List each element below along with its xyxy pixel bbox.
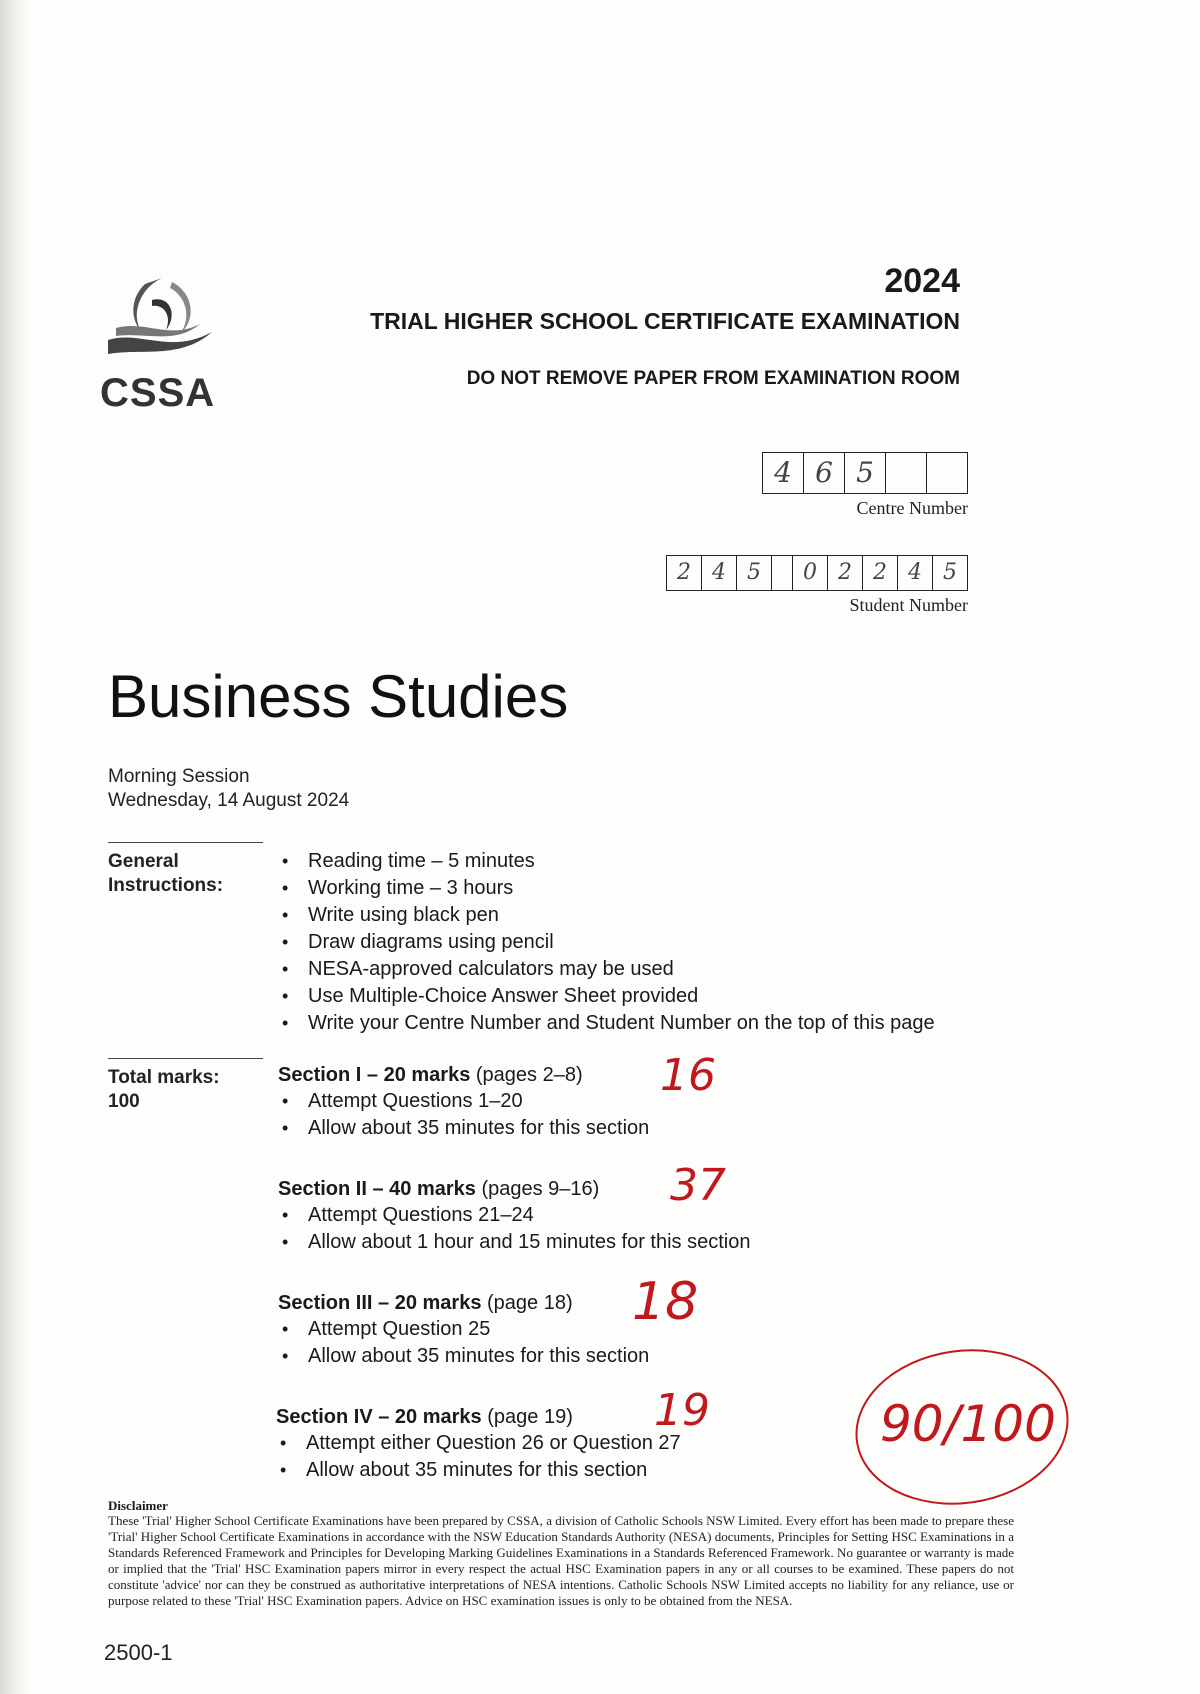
digit-box[interactable] — [772, 556, 792, 590]
handwritten-mark-section1: 16 — [660, 1050, 716, 1101]
section-items — [276, 1430, 681, 1484]
scan-edge — [0, 0, 30, 1694]
heading-line: Total marks: — [108, 1067, 220, 1088]
section-pages: (pages 9–16) — [481, 1178, 600, 1200]
list-item: • Allow about 35 minutes for this section — [278, 1343, 649, 1370]
heading-line: Instructions: — [108, 875, 224, 896]
general-instructions-heading — [108, 850, 223, 898]
section-pages: (page 19) — [487, 1406, 573, 1428]
digit-box[interactable]: 5 — [943, 560, 957, 585]
section-pages: (page 18) — [487, 1292, 573, 1314]
digit-box[interactable]: 5 — [845, 453, 886, 493]
digit-box[interactable]: 2 — [828, 556, 863, 590]
section-items — [278, 1316, 649, 1370]
list-item: • Write using black pen — [278, 902, 935, 929]
digit-box[interactable]: 2 — [863, 556, 898, 590]
list-item: • Working time – 3 hours — [278, 875, 935, 902]
section-1 — [278, 1062, 649, 1142]
leaf-logo-icon — [100, 270, 220, 370]
list-item: • Write your Centre Number and Student Number on the top of this page — [278, 1010, 935, 1037]
list-item: • Allow about 35 minutes for this section — [278, 1115, 649, 1142]
handwritten-mark-section2: 37 — [670, 1160, 726, 1211]
list-item: • Allow about 1 hour and 15 minutes for this section — [278, 1229, 750, 1256]
list-item: • Attempt either Question 26 or Question 27 — [276, 1430, 681, 1457]
digit-box[interactable] — [927, 453, 967, 493]
centre-number-boxes[interactable] — [762, 452, 968, 494]
section-heading: Section IV – 20 marks — [276, 1406, 482, 1428]
list-item: • Draw diagrams using pencil — [278, 929, 935, 956]
list-item: • Attempt Questions 21–24 — [278, 1202, 750, 1229]
digit-box[interactable]: 0 — [792, 556, 828, 590]
total-marks-value: 100 — [108, 1091, 140, 1112]
student-number-block — [666, 555, 968, 616]
logo-text: CSSA — [100, 371, 216, 415]
section-title — [278, 1290, 649, 1316]
exam-year: 2024 — [884, 262, 960, 300]
cssa-logo — [100, 270, 240, 416]
student-number-label: Student Number — [849, 595, 968, 615]
divider — [108, 842, 263, 843]
disclaimer-title: Disclaimer — [108, 1498, 168, 1513]
digit-box[interactable]: 6 — [804, 453, 845, 493]
total-marks-heading — [108, 1066, 220, 1114]
section-heading: Section III – 20 marks — [278, 1292, 482, 1314]
handwritten-total-score: 90/100 — [880, 1395, 1056, 1453]
section-4 — [276, 1404, 681, 1484]
list-item: • Reading time – 5 minutes — [278, 848, 935, 875]
digit-box[interactable]: 4 — [702, 556, 737, 590]
list-item: • NESA-approved calculators may be used — [278, 956, 935, 983]
handwritten-mark-section4: 19 — [654, 1385, 710, 1436]
general-instructions-list — [278, 848, 935, 1037]
subject-title: Business Studies — [108, 663, 569, 730]
list-item: • Allow about 35 minutes for this section — [276, 1457, 681, 1484]
disclaimer-text: These 'Trial' Higher School Certificate Examinations have been prepared by CSSA, a division of Catholic Schools NSW Limited. Every effort has been made to prepare these 'Trial' Higher School Certificate Examinations in accordance with the NSW Education Standards Authority (NESA) documents, Principles for Setting HSC Examinations in a Standards Referenced Framework and Principles for Developing Marking Guidelines Examinations in a Standards Referenced Framework. No guarantee or warranty is made or implied that the 'Trial' HSC Examination papers mirror in every respect the actual HSC Examination papers in any or all courses to be examined. These papers do not constitute 'advice' nor can they be construed as authoritative interpretations of NESA intentions. Catholic Schools NSW Limited accepts no liability for any reliance, use or purpose related to these 'Trial' HSC Examination papers. Advice on HSC examination issues is only to be obtained from the NESA. — [108, 1513, 1014, 1608]
session-line: Morning Session — [108, 766, 250, 787]
section-items — [278, 1088, 649, 1142]
student-number-boxes[interactable] — [666, 555, 968, 591]
paper-code: 2500-1 — [104, 1640, 173, 1665]
digit-box[interactable]: 4 — [898, 556, 933, 590]
exam-notice: DO NOT REMOVE PAPER FROM EXAMINATION ROOM — [466, 368, 960, 389]
list-item: • Use Multiple-Choice Answer Sheet provided — [278, 983, 935, 1010]
exam-title: TRIAL HIGHER SCHOOL CERTIFICATE EXAMINATION — [370, 308, 960, 334]
heading-line: General — [108, 851, 179, 872]
centre-number-block — [762, 452, 968, 519]
list-item: • Attempt Question 25 — [278, 1316, 649, 1343]
digit-box[interactable] — [886, 453, 927, 493]
handwritten-mark-section3: 18 — [632, 1272, 699, 1332]
centre-number-label: Centre Number — [856, 498, 968, 518]
section-3 — [278, 1290, 649, 1370]
section-heading: Section I – 20 marks — [278, 1064, 471, 1086]
section-pages: (pages 2–8) — [475, 1064, 583, 1086]
digit-box[interactable]: 2 — [667, 556, 702, 590]
list-item: • Attempt Questions 1–20 — [278, 1088, 649, 1115]
digit-box[interactable]: 5 — [737, 556, 772, 590]
session-info — [108, 765, 349, 813]
section-heading: Section II – 40 marks — [278, 1178, 476, 1200]
session-date: Wednesday, 14 August 2024 — [108, 790, 350, 811]
section-title — [278, 1062, 649, 1088]
digit-box[interactable]: 4 — [763, 453, 804, 493]
section-title — [276, 1404, 681, 1430]
divider — [108, 1058, 263, 1059]
